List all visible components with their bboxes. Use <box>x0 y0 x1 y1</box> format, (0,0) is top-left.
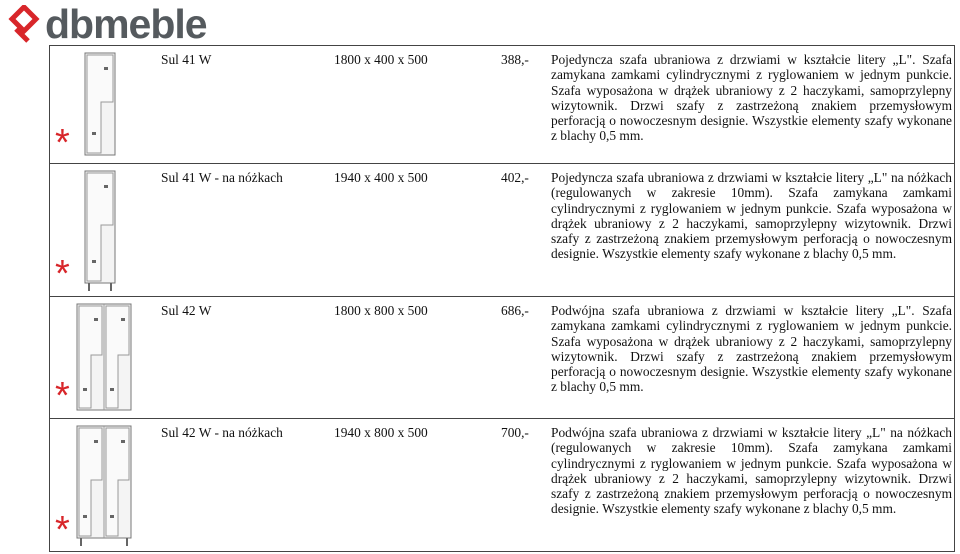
logo-mark-icon <box>6 5 42 43</box>
product-image-cell <box>50 419 152 552</box>
table-row <box>50 419 955 552</box>
product-name: Sul 41 W <box>151 46 334 164</box>
product-description: Podwójna szafa ubraniowa z drzwiami w kształcie litery „L". Szafa zamykana zamkami cylindrycznymi z ryglowaniem w jednym punkcie. Szafa wyposażona w drążek ubraniowy z 2 haczykami, samoprzylepny wizytownik. Drzwi szafy z zastrzeżoną znakiem przemysłowym perforacją o nowoczesnym designie. Wszystkie elementy szafy wykonane z blachy 0,5 mm. <box>551 297 955 419</box>
product-description: Podwójna szafa ubraniowa z drzwiami w kształcie litery „L" na nóżkach (regulowanych w zakresie 10mm). Szafa zamykana zamkami cylindrycznymi z ryglowaniem w jednym punkcie. Szafa wyposażona w drążek ubraniowy z 2 haczykami, samoprzylepny wizytownik. Drzwi szafy z zastrzeżoną znakiem przemysłowym perforacją o nowoczesnym designie. Wszystkie elementy szafy wykonane z blachy 0,5 mm. <box>551 419 955 552</box>
brand-logo[interactable] <box>6 1 207 47</box>
asterisk-marker: * <box>55 253 70 295</box>
table-row <box>50 297 955 419</box>
table-row <box>50 46 955 164</box>
product-price: 388,- <box>501 46 551 164</box>
product-dimensions: 1940 x 800 x 500 <box>334 419 501 552</box>
product-table <box>49 45 955 552</box>
product-dimensions: 1800 x 800 x 500 <box>334 297 501 419</box>
product-price: 700,- <box>501 419 551 552</box>
double-locker-image <box>76 303 132 411</box>
single-locker-legs-image <box>84 170 116 292</box>
product-name: Sul 41 W - na nóżkach <box>151 164 334 297</box>
asterisk-marker: * <box>55 509 70 551</box>
product-price: 686,- <box>501 297 551 419</box>
product-image-cell <box>50 46 152 164</box>
asterisk-marker: * <box>55 122 70 164</box>
brand-name: dbmeble <box>45 1 207 47</box>
product-description: Pojedyncza szafa ubraniowa z drzwiami w kształcie litery „L" na nóżkach (regulowanych w zakresie 10mm). Szafa zamykana zamkami cylindrycznymi z ryglowaniem w jednym punkcie. Szafa wyposażona w drążek ubraniowy z 2 haczykami, samoprzylepny wizytownik. Drzwi szafy z zastrzeżoną znakiem przemysłowym perforacją o nowoczesnym designie. Wszystkie elementy szafy wykonane z blachy 0,5 mm. <box>551 164 955 297</box>
product-image-cell <box>50 164 152 297</box>
product-dimensions: 1940 x 400 x 500 <box>334 164 501 297</box>
product-image-cell <box>50 297 152 419</box>
product-name: Sul 42 W <box>151 297 334 419</box>
product-price: 402,- <box>501 164 551 297</box>
asterisk-marker: * <box>55 375 70 417</box>
double-locker-legs-image <box>76 425 132 547</box>
product-dimensions: 1800 x 400 x 500 <box>334 46 501 164</box>
product-description: Pojedyncza szafa ubraniowa z drzwiami w kształcie litery „L". Szafa zamykana zamkami cylindrycznymi z ryglowaniem w jednym punkcie. Szafa wyposażona w drążek ubraniowy z 2 haczykami, samoprzylepny wizytownik. Drzwi szafy z zastrzeżoną znakiem przemysłowym perforacją o nowoczesnym designie. Wszystkie elementy szafy wykonane z blachy 0,5 mm. <box>551 46 955 164</box>
product-name: Sul 42 W - na nóżkach <box>151 419 334 552</box>
single-locker-image <box>84 52 116 156</box>
table-row <box>50 164 955 297</box>
